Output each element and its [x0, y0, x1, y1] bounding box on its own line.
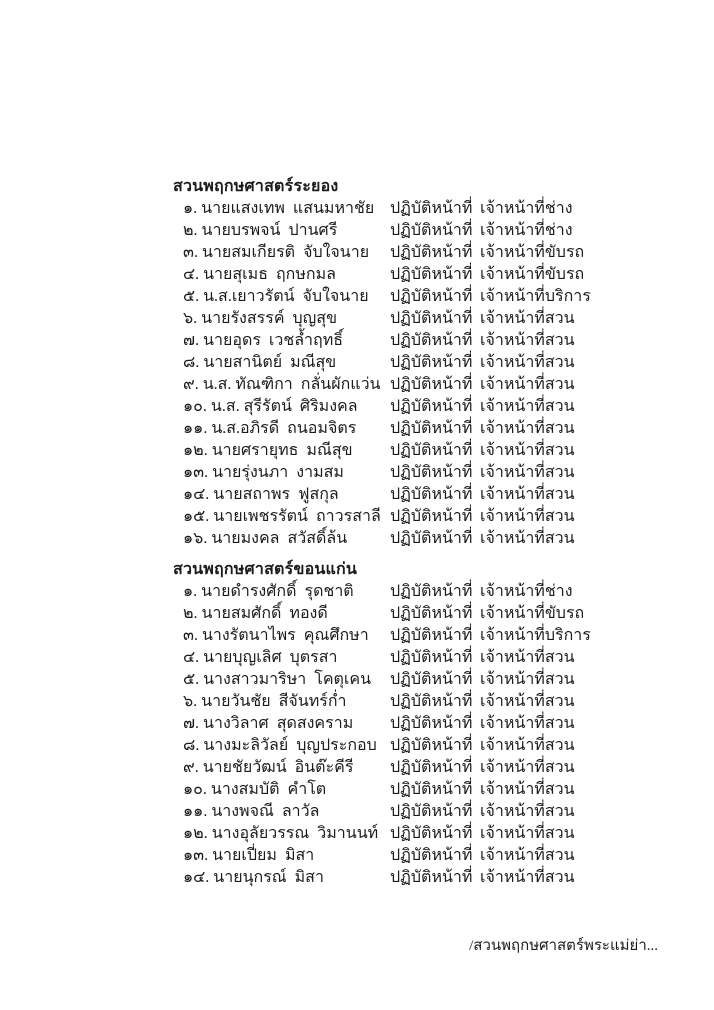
position-label: เจ้าหน้าที่สวน: [480, 442, 575, 459]
position-label: เจ้าหน้าที่สวน: [480, 869, 575, 886]
section-title: สวนพฤกษศาสตร์ระยอง: [173, 178, 339, 195]
duty-label: ปฏิบัติหน้าที่: [390, 376, 473, 393]
duty-label: ปฏิบัติหน้าที่: [390, 354, 473, 371]
table-row: [173, 242, 673, 264]
section-title: สวนพฤกษศาสตร์ขอนแก่น: [173, 561, 358, 578]
duty-label: ปฏิบัติหน้าที่: [390, 508, 473, 525]
position-label: เจ้าหน้าที่สวน: [480, 486, 575, 503]
position-label: เจ้าหน้าที่บริการ: [480, 288, 591, 305]
position-label: เจ้าหน้าที่สวน: [480, 759, 575, 776]
person-name: ๔. นายสุเมธ ฤกษกมล: [183, 266, 336, 283]
table-row: [173, 396, 673, 418]
position-label: เจ้าหน้าที่สวน: [480, 464, 575, 481]
person-name: ๘. นายสานิตย์ มณีสุข: [183, 354, 337, 371]
position-label: เจ้าหน้าที่ขับรถ: [480, 605, 585, 622]
table-row: [173, 603, 673, 625]
position-label: เจ้าหน้าที่ช่าง: [480, 222, 573, 239]
position-label: เจ้าหน้าที่สวน: [480, 376, 575, 393]
duty-label: ปฏิบัติหน้าที่: [390, 200, 473, 217]
person-name: ๓. นายสมเกียรติ จับใจนาย: [183, 244, 370, 261]
section-rows: [173, 581, 673, 889]
duty-label: ปฏิบัติหน้าที่: [390, 759, 473, 776]
position-label: เจ้าหน้าที่สวน: [480, 398, 575, 415]
person-name: ๑๐. น.ส. สุรีรัตน์ ศิริมงคล: [183, 398, 358, 415]
person-name: ๗. นายอุดร เวชล้ำฤทธิ์: [183, 332, 344, 349]
table-row: [173, 286, 673, 308]
duty-label: ปฏิบัติหน้าที่: [390, 781, 473, 798]
position-label: เจ้าหน้าที่สวน: [480, 354, 575, 371]
duty-label: ปฏิบัติหน้าที่: [390, 486, 473, 503]
position-label: เจ้าหน้าที่สวน: [480, 649, 575, 666]
table-row: [173, 484, 673, 506]
table-row: [173, 867, 673, 889]
duty-label: ปฏิบัติหน้าที่: [390, 288, 473, 305]
duty-label: ปฏิบัติหน้าที่: [390, 310, 473, 327]
duty-label: ปฏิบัติหน้าที่: [390, 715, 473, 732]
position-label: เจ้าหน้าที่สวน: [480, 803, 575, 820]
duty-label: ปฏิบัติหน้าที่: [390, 649, 473, 666]
table-row: [173, 330, 673, 352]
person-name: ๑๓. นายรุ่งนภา งามสม: [183, 464, 344, 481]
duty-label: ปฏิบัติหน้าที่: [390, 398, 473, 415]
duty-label: ปฏิบัติหน้าที่: [390, 627, 473, 644]
table-row: [173, 440, 673, 462]
duty-label: ปฏิบัติหน้าที่: [390, 442, 473, 459]
table-row: [173, 669, 673, 691]
person-name: ๙. นายชัยวัฒน์ อินต๊ะคีรี: [183, 759, 354, 776]
position-label: เจ้าหน้าที่ขับรถ: [480, 266, 585, 283]
table-row: [173, 308, 673, 330]
personnel-lists: [173, 176, 673, 889]
person-name: ๑๑. นางพจณี ลาวัล: [183, 803, 320, 820]
duty-label: ปฏิบัติหน้าที่: [390, 605, 473, 622]
position-label: เจ้าหน้าที่ช่าง: [480, 200, 573, 217]
position-label: เจ้าหน้าที่สวน: [480, 781, 575, 798]
duty-label: ปฏิบัติหน้าที่: [390, 825, 473, 842]
duty-label: ปฏิบัติหน้าที่: [390, 530, 473, 547]
position-label: เจ้าหน้าที่สวน: [480, 420, 575, 437]
table-row: [173, 352, 673, 374]
person-name: ๗. นางวิลาศ สุดสงคราม: [183, 715, 354, 732]
position-label: เจ้าหน้าที่สวน: [480, 693, 575, 710]
person-name: ๑๕. นายเพชรรัตน์ ถาวรสาลี: [183, 508, 381, 525]
person-name: ๑๔. นายนุกรณ์ มิสา: [183, 869, 324, 886]
duty-label: ปฏิบัติหน้าที่: [390, 671, 473, 688]
person-name: ๒. นายบรพจน์ ปานศรี: [183, 222, 338, 239]
table-row: [173, 220, 673, 242]
table-row: [173, 625, 673, 647]
person-name: ๕. น.ส.เยาวรัตน์ จับใจนาย: [183, 288, 369, 305]
duty-label: ปฏิบัติหน้าที่: [390, 803, 473, 820]
section-rows: [173, 198, 673, 550]
person-name: ๖. นายรังสรรค์ บุญสุข: [183, 310, 338, 327]
position-label: เจ้าหน้าที่ช่าง: [480, 583, 573, 600]
position-label: เจ้าหน้าที่สวน: [480, 825, 575, 842]
position-label: เจ้าหน้าที่สวน: [480, 332, 575, 349]
person-name: ๖. นายวันชัย สีจันทร์ก่ำ: [183, 693, 347, 710]
table-row: [173, 264, 673, 286]
person-name: ๑๓. นายเปี่ยม มิสา: [183, 847, 315, 864]
table-row: [173, 581, 673, 603]
table-row: [173, 418, 673, 440]
duty-label: ปฏิบัติหน้าที่: [390, 420, 473, 437]
table-row: [173, 823, 673, 845]
position-label: เจ้าหน้าที่สวน: [480, 737, 575, 754]
person-name: ๑๒. นางอุลัยวรรณ วิมานนท์: [183, 825, 379, 842]
person-name: ๕. นางสาวมาริษา โคตุเคน: [183, 671, 372, 688]
duty-label: ปฏิบัติหน้าที่: [390, 869, 473, 886]
person-name: ๑๒. นายศรายุทธ มณีสุข: [183, 442, 353, 459]
duty-label: ปฏิบัติหน้าที่: [390, 266, 473, 283]
duty-label: ปฏิบัติหน้าที่: [390, 583, 473, 600]
table-row: [173, 779, 673, 801]
person-name: ๑. นายดำรงศักดิ์ รุดชาติ: [183, 583, 354, 600]
person-name: ๑๖. นายมงคล สวัสดิ์ล้น: [183, 530, 348, 547]
table-row: [173, 691, 673, 713]
table-row: [173, 735, 673, 757]
duty-label: ปฏิบัติหน้าที่: [390, 244, 473, 261]
table-row: [173, 845, 673, 867]
person-name: ๓. นางรัตนาไพร คุณศึกษา: [183, 627, 369, 644]
position-label: เจ้าหน้าที่สวน: [480, 310, 575, 327]
table-row: [173, 506, 673, 528]
position-label: เจ้าหน้าที่ขับรถ: [480, 244, 585, 261]
duty-label: ปฏิบัติหน้าที่: [390, 464, 473, 481]
person-name: ๑. นายแสงเทพ แสนมหาชัย: [183, 200, 375, 217]
person-name: ๑๑. น.ส.อภิรดี ถนอมจิตร: [183, 420, 357, 437]
person-name: ๑๔. นายสถาพร ฟูสกุล: [183, 486, 339, 503]
person-name: ๙. น.ส. ทัณฑิกา กลั่นผักแว่น: [183, 376, 381, 393]
table-row: [173, 198, 673, 220]
person-name: ๘. นางมะลิวัลย์ บุญประกอบ: [183, 737, 377, 754]
position-label: เจ้าหน้าที่สวน: [480, 508, 575, 525]
table-row: [173, 647, 673, 669]
duty-label: ปฏิบัติหน้าที่: [390, 222, 473, 239]
table-row: [173, 374, 673, 396]
continuation-note: /สวนพฤกษศาสตร์พระแม่ย่า...: [469, 938, 658, 954]
person-name: ๒. นายสมศักดิ์ ทองดี: [183, 605, 328, 622]
table-row: [173, 801, 673, 823]
position-label: เจ้าหน้าที่บริการ: [480, 627, 591, 644]
person-name: ๔. นายบุญเลิศ บุตรสา: [183, 649, 338, 666]
table-row: [173, 713, 673, 735]
duty-label: ปฏิบัติหน้าที่: [390, 737, 473, 754]
garden-section: [173, 559, 673, 889]
garden-section: [173, 176, 673, 550]
position-label: เจ้าหน้าที่สวน: [480, 671, 575, 688]
duty-label: ปฏิบัติหน้าที่: [390, 332, 473, 349]
position-label: เจ้าหน้าที่สวน: [480, 715, 575, 732]
table-row: [173, 757, 673, 779]
person-name: ๑๐. นางสมบัติ คำโต: [183, 781, 327, 798]
table-row: [173, 528, 673, 550]
position-label: เจ้าหน้าที่สวน: [480, 530, 575, 547]
duty-label: ปฏิบัติหน้าที่: [390, 847, 473, 864]
table-row: [173, 462, 673, 484]
duty-label: ปฏิบัติหน้าที่: [390, 693, 473, 710]
position-label: เจ้าหน้าที่สวน: [480, 847, 575, 864]
